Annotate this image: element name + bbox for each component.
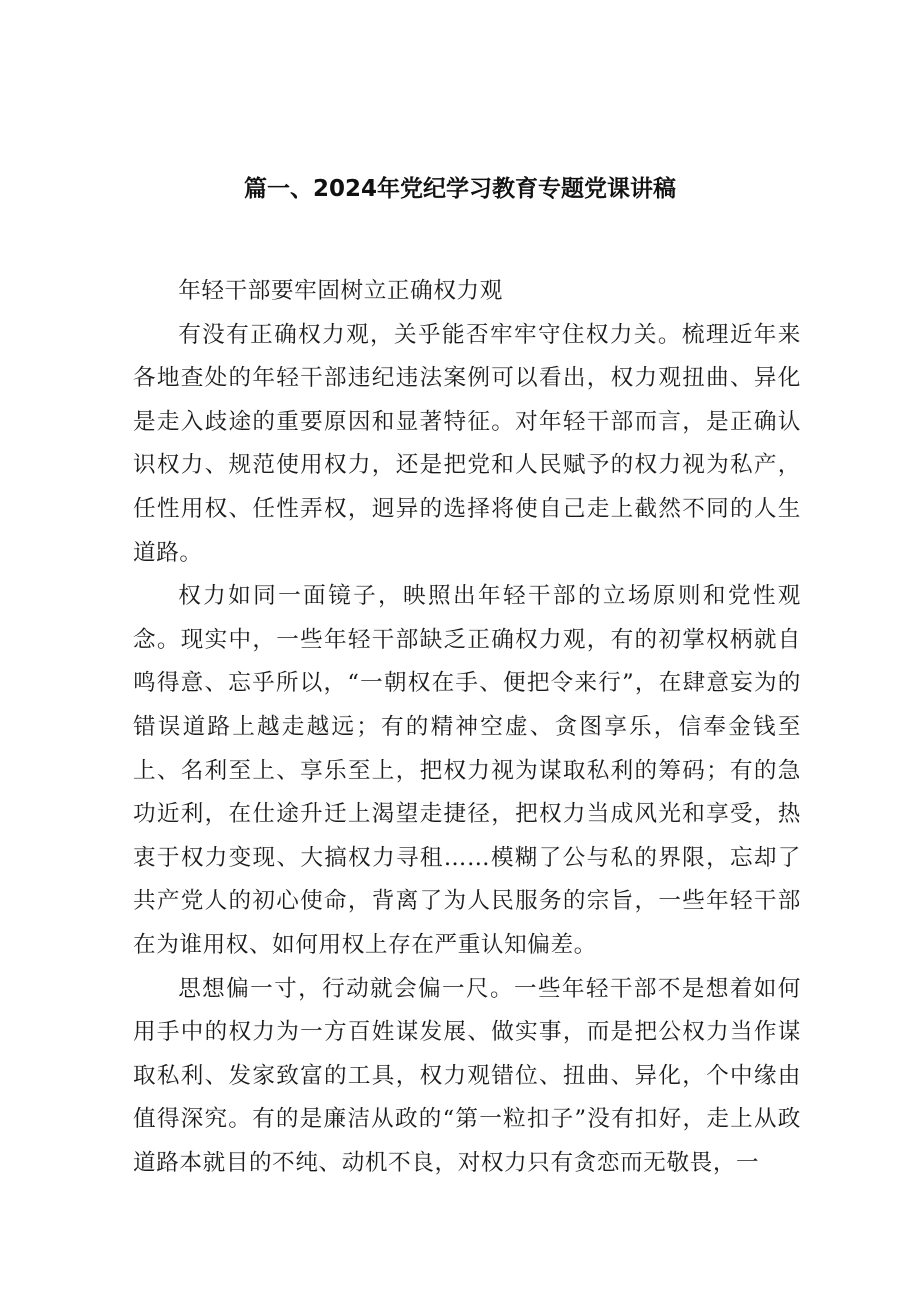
paragraph-2: 权力如同一面镜子，映照出年轻干部的立场原则和党性观念。现实中，一些年轻干部缺乏正确权力观，有的初掌权柄就自鸣得意、忘乎所以，“一朝权在手、便把令来行”，在肆意妄为的错误道路上越走越远；有的精神空虚、贪图享乐，信奉金钱至上、名利至上、享乐至上，把权力视为谋取私利的筹码；有的急功近利，在仕途升迁上渴望走捷径，把权力当成风光和享受，热衷于权力变现、大搞权力寻租……模糊了公与私的界限，忘却了共产党人的初心使命，背离了为人民服务的宗旨，一些年轻干部在为谁用权、如何用权上存在严重认知偏差。 — [133, 583, 801, 958]
document-title: 篇一、2024年党纪学习教育专题党课讲稿 — [243, 176, 676, 202]
paragraph-1: 有没有正确权力观，关乎能否牢牢守住权力关。梳理近年来各地查处的年轻干部违纪违法案例可以看出，权力观扭曲、异化是走入歧途的重要原因和显著特征。对年轻干部而言，是正确认识权力、规范使用权力，还是把党和人民赋予的权力视为私产，任性用权、任性弄权，迥异的选择将使自己走上截然不同的人生道路。 — [133, 321, 801, 566]
document-body — [133, 270, 801, 1185]
section-subheading: 年轻干部要牢固树立正确权力观 — [178, 278, 503, 304]
paragraph-3: 思想偏一寸，行动就会偏一尺。一些年轻干部不是想着如何用手中的权力为一方百姓谋发展、做实事，而是把公权力当作谋取私利、发家致富的工具，权力观错位、扭曲、异化，个中缘由值得深究。有的是廉洁从政的“第一粒扣子”没有扣好，走上从政道路本就目的不纯、动机不良，对权力只有贪恋而无敬畏，一 — [133, 975, 801, 1176]
